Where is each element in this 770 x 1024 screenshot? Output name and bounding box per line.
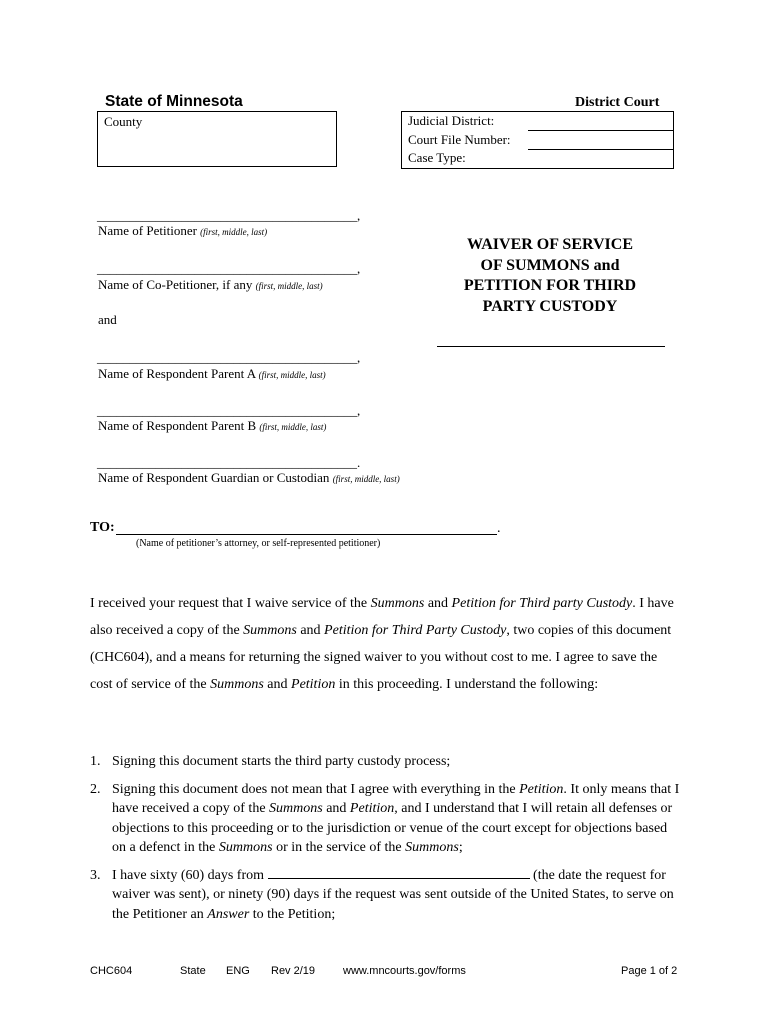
text: , two copies of this document (CHC604), and a means for returning the signed waiver to you without cost to me. I agree to save the cost of service of the [90,623,672,692]
list-item [90,866,680,925]
case-info-box [401,111,674,169]
answer-term: Answer [207,906,250,922]
summons-term: Summons [405,840,459,855]
text: . It only means that I have received a copy of the [112,781,680,816]
caption-text: Name of Respondent Guardian or Custodian [98,470,333,485]
text: (the date the request for waiver was sent), or ninety (90) days if the request was sent outside of the United States, to serve on the Petitioner an [112,867,674,922]
respondent-guardian-name-field[interactable]: ________________________________________. [97,455,361,470]
body-paragraph [90,590,680,698]
co-petitioner-name-label [98,277,323,293]
petition-term: Petition [519,781,564,797]
item-number: 1. [90,754,101,769]
respondent-parent-a-label [98,366,326,382]
summons-term: Summons [269,801,323,816]
caption-text: Name of Respondent Parent B [98,418,260,433]
text: in this proceeding. I understand the following: [335,677,599,692]
footer-url[interactable]: www.mncourts.gov/forms [343,965,466,977]
caption-hint: (first, middle, last) [259,422,327,432]
text: or in the service of the [272,840,406,855]
text: and [424,596,452,611]
to-period: . [497,521,501,536]
caption-hint: (first, middle, last) [258,370,326,380]
caption-text: Name of Respondent Parent A [98,366,259,381]
title-line: OF SUMMONS and [480,256,620,274]
caption-hint: (first, middle, last) [332,474,400,484]
text: I received your request that I waive service of the [90,596,371,611]
state-heading: State of Minnesota [105,93,243,110]
caption-text: Name of Petitioner [98,223,201,238]
county-label: County [104,114,143,129]
caption-text: Name of Co-Petitioner, if any [98,277,256,292]
footer-state: State [180,965,206,977]
petitioner-name-field[interactable]: ________________________________________, [97,208,361,223]
footer-form-number: CHC604 [90,965,133,977]
text: I have sixty (60) days from [112,867,268,883]
to-label: TO: [90,520,115,535]
co-petitioner-name-field[interactable]: ________________________________________, [97,261,361,276]
title-signature-rule[interactable] [437,346,665,347]
petition-term: Petition [349,801,395,816]
text: . I have also received a copy of the [90,596,674,638]
text: , and I understand that I will retain all defenses or objections to this proceeding or to the jurisdiction or venue of the court except for objections based on a defenct in the [112,801,673,855]
footer-language: ENG [226,965,250,977]
text: ; [458,840,463,855]
to-recipient-field[interactable] [116,534,497,535]
footer-page-number: Page 1 of 2 [621,965,678,977]
summons-term: Summons [370,596,425,611]
county-box[interactable] [97,111,337,167]
understanding-list [90,752,680,932]
text: and [263,677,292,692]
court-heading: District Court [575,95,660,110]
document-title [430,235,670,317]
court-file-number-label: Court File Number: [408,132,511,147]
caption-hint: (first, middle, last) [200,227,268,237]
title-line: WAIVER OF SERVICE [467,236,633,253]
petition-term: Petition for Third Party Custody [324,623,507,638]
list-item [90,780,680,858]
petition-term: Petition for Third party Custody [451,596,633,611]
summons-term: Summons [218,840,273,855]
title-line: PARTY CUSTODY [482,297,618,315]
list-item [90,752,680,772]
text: and [296,623,325,638]
title-line: PETITION FOR THIRD [463,277,637,294]
case-type-label: Case Type: [408,150,466,165]
summons-term: Summons [243,623,297,638]
to-caption: (Name of petitioner’s attorney, or self-represented petitioner) [136,538,381,549]
request-date-field[interactable] [268,866,530,879]
respondent-guardian-label [98,470,400,486]
respondent-parent-a-name-field[interactable]: ________________________________________, [97,350,361,365]
summons-term: Summons [210,677,264,692]
petition-term: Petition [291,677,336,692]
item-number: 3. [90,867,101,883]
respondent-parent-b-label [98,418,326,434]
petitioner-name-label [98,223,267,239]
footer-revision: Rev 2/19 [271,965,316,977]
respondent-parent-b-name-field[interactable]: ________________________________________, [97,403,361,418]
and-text: and [98,312,117,327]
caption-hint: (first, middle, last) [255,281,323,291]
judicial-district-field[interactable] [528,130,673,131]
text: Signing this document starts the third party custody process; [112,754,451,769]
text: Signing this document does not mean that I agree with everything in the [112,781,520,797]
judicial-district-label: Judicial District: [408,113,495,128]
court-file-number-field[interactable] [528,149,673,150]
text: and [322,801,350,816]
text: to the Petition; [249,906,336,922]
item-number: 2. [90,781,101,797]
